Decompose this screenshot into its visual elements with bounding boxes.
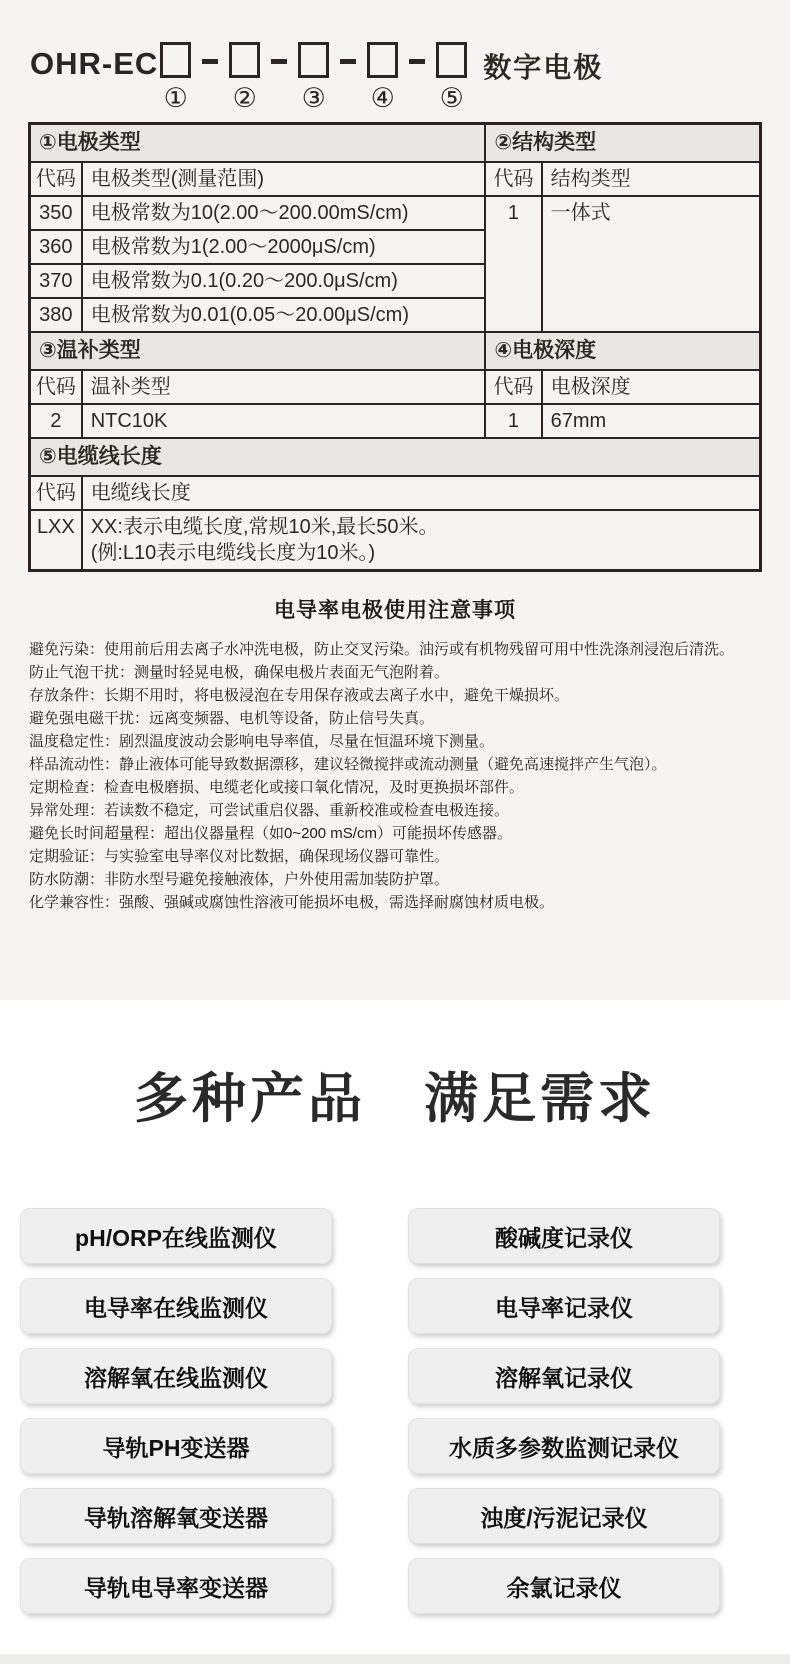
note-item: 防止气泡干扰：测量时轻晃电极，确保电极片表面无气泡附着。: [29, 664, 450, 681]
electrode-type-desc: 电极常数为0.1(0.20～200.0μS/cm): [82, 264, 486, 298]
table1-col-header: 电极类型(测量范围): [82, 162, 486, 196]
table1-title: ①电极类型: [30, 124, 486, 163]
table-row: [30, 510, 761, 571]
code-header: 代码: [485, 370, 541, 404]
footer-strip: [0, 1654, 790, 1664]
products-section: [0, 1000, 790, 1664]
note-item: 化学兼容性：强酸、强碱或腐蚀性溶液可能损坏电极，需选择耐腐蚀材质电极。: [29, 894, 555, 911]
note-item: 异常处理：若读数不稳定，可尝试重启仪器、重新校准或检查电极连接。: [29, 802, 510, 819]
electrode-type-code: 360: [30, 230, 82, 264]
product-name: 数字电极: [483, 52, 604, 83]
code-header: 代码: [485, 162, 541, 196]
position-number-4: ④: [370, 83, 395, 113]
electrode-type-desc: 电极常数为0.01(0.05～20.00μS/cm): [82, 298, 486, 332]
dash-separator: [409, 59, 425, 64]
table2-title: ②结构类型: [485, 124, 760, 163]
product-button-rail-conductivity-transmitter[interactable]: 导轨电导率变送器: [20, 1558, 332, 1614]
electrode-type-code: 350: [30, 196, 82, 230]
model-box-2: [229, 42, 260, 78]
product-button-multiparameter-recorder[interactable]: 水质多参数监测记录仪: [408, 1418, 720, 1474]
model-slot-4: [367, 42, 398, 114]
product-button-dissolved-oxygen-recorder[interactable]: 溶解氧记录仪: [408, 1348, 720, 1404]
table5-col-header: 电缆线长度: [82, 476, 761, 510]
electrode-type-desc: 电极常数为1(2.00～2000μS/cm): [82, 230, 486, 264]
product-grid: [0, 1208, 790, 1614]
section-header-row-3: [30, 438, 761, 476]
subheader-row-3: [30, 476, 761, 510]
table3-title: ③温补类型: [30, 332, 486, 370]
model-box-5: [436, 42, 467, 78]
subheader-row-2: [30, 370, 761, 404]
table5-title: ⑤电缆线长度: [30, 438, 761, 476]
table-row: [30, 404, 761, 438]
table4-col-header: 电极深度: [542, 370, 761, 404]
dash-separator: [271, 59, 287, 64]
note-item: 温度稳定性：剧烈温度波动会影响电导率值，尽量在恒温环境下测量。: [29, 733, 495, 750]
model-slot-1: [160, 42, 191, 114]
model-slot-5: [436, 42, 467, 114]
model-box-1: [160, 42, 191, 78]
model-prefix: OHR-EC: [30, 46, 159, 81]
temp-comp-code: 2: [30, 404, 82, 438]
table4-title: ④电极深度: [485, 332, 760, 370]
cable-length-desc: [82, 510, 761, 571]
note-item: 存放条件：长期不用时，将电极浸泡在专用保存液或去离子水中，避免干燥损坏。: [29, 687, 570, 704]
dash-separator: [340, 59, 356, 64]
model-code-line: [30, 42, 790, 114]
model-slot-3: [298, 42, 329, 114]
note-item: 样品流动性：静止液体可能导致数据漂移，建议轻微搅拌或流动测量（避免高速搅拌产生气泡）。: [29, 756, 667, 773]
products-heading: 多种产品 满足需求: [134, 1069, 656, 1129]
electrode-type-desc: 电极常数为10(2.00～200.00mS/cm): [82, 196, 486, 230]
model-box-4: [367, 42, 398, 78]
table3-col-header: 温补类型: [82, 370, 486, 404]
product-button-dissolved-oxygen-monitor[interactable]: 溶解氧在线监测仪: [20, 1348, 332, 1404]
model-box-3: [298, 42, 329, 78]
model-slot-2: [229, 42, 260, 114]
code-header: 代码: [30, 162, 82, 196]
note-item: 定期验证：与实验室电导率仪对比数据，确保现场仪器可靠性。: [29, 848, 450, 865]
notes-list: [29, 638, 762, 914]
note-item: 避免长时间超量程：超出仪器量程（如0~200 mS/cm）可能损坏传感器。: [29, 825, 512, 842]
product-button-turbidity-sludge-recorder[interactable]: 浊度/污泥记录仪: [408, 1488, 720, 1544]
cable-length-desc-line1: XX:表示电缆长度,常规10米,最长50米。: [90, 516, 439, 538]
position-number-1: ①: [163, 83, 188, 113]
code-header: 代码: [30, 476, 82, 510]
subheader-row-1: [30, 162, 761, 196]
note-item: 避免强电磁干扰：远离变频器、电机等设备，防止信号失真。: [29, 710, 435, 727]
product-button-conductivity-recorder[interactable]: 电导率记录仪: [408, 1278, 720, 1334]
structure-type-desc: 一体式: [542, 196, 761, 332]
product-button-ph-recorder[interactable]: 酸碱度记录仪: [408, 1208, 720, 1264]
product-button-residual-chlorine-recorder[interactable]: 余氯记录仪: [408, 1558, 720, 1614]
product-button-rail-ph-transmitter[interactable]: 导轨PH变送器: [20, 1418, 332, 1474]
selection-table: [28, 122, 762, 572]
table-row: [30, 196, 761, 230]
notes-title: 电导率电极使用注意事项: [274, 599, 516, 622]
cable-length-desc-line2: (例:L10表示电缆线长度为10米。): [90, 542, 376, 564]
structure-type-code: 1: [485, 196, 541, 332]
note-item: 防水防潮：非防水型号避免接触液体，户外使用需加装防护罩。: [29, 871, 450, 888]
electrode-type-code: 380: [30, 298, 82, 332]
section-header-row-2: [30, 332, 761, 370]
table2-col-header: 结构类型: [542, 162, 761, 196]
position-number-3: ③: [301, 83, 326, 113]
note-item: 避免污染：使用前后用去离子水冲洗电极，防止交叉污染。油污或有机物残留可用中性洗涤剂浸泡后清洗。: [29, 641, 735, 658]
position-number-5: ⑤: [439, 83, 464, 113]
product-button-conductivity-monitor[interactable]: 电导率在线监测仪: [20, 1278, 332, 1334]
temp-comp-desc: NTC10K: [82, 404, 486, 438]
position-number-2: ②: [232, 83, 257, 113]
cable-length-code: LXX: [30, 510, 82, 571]
code-header: 代码: [30, 370, 82, 404]
note-item: 定期检查：检查电极磨损、电缆老化或接口氧化情况，及时更换损坏部件。: [29, 779, 525, 796]
product-button-rail-dissolved-oxygen-transmitter[interactable]: 导轨溶解氧变送器: [20, 1488, 332, 1544]
depth-code: 1: [485, 404, 541, 438]
depth-desc: 67mm: [542, 404, 761, 438]
section-header-row-1: [30, 124, 761, 163]
product-button-ph-orp-monitor[interactable]: pH/ORP在线监测仪: [20, 1208, 332, 1264]
dash-separator: [202, 59, 218, 64]
electrode-type-code: 370: [30, 264, 82, 298]
